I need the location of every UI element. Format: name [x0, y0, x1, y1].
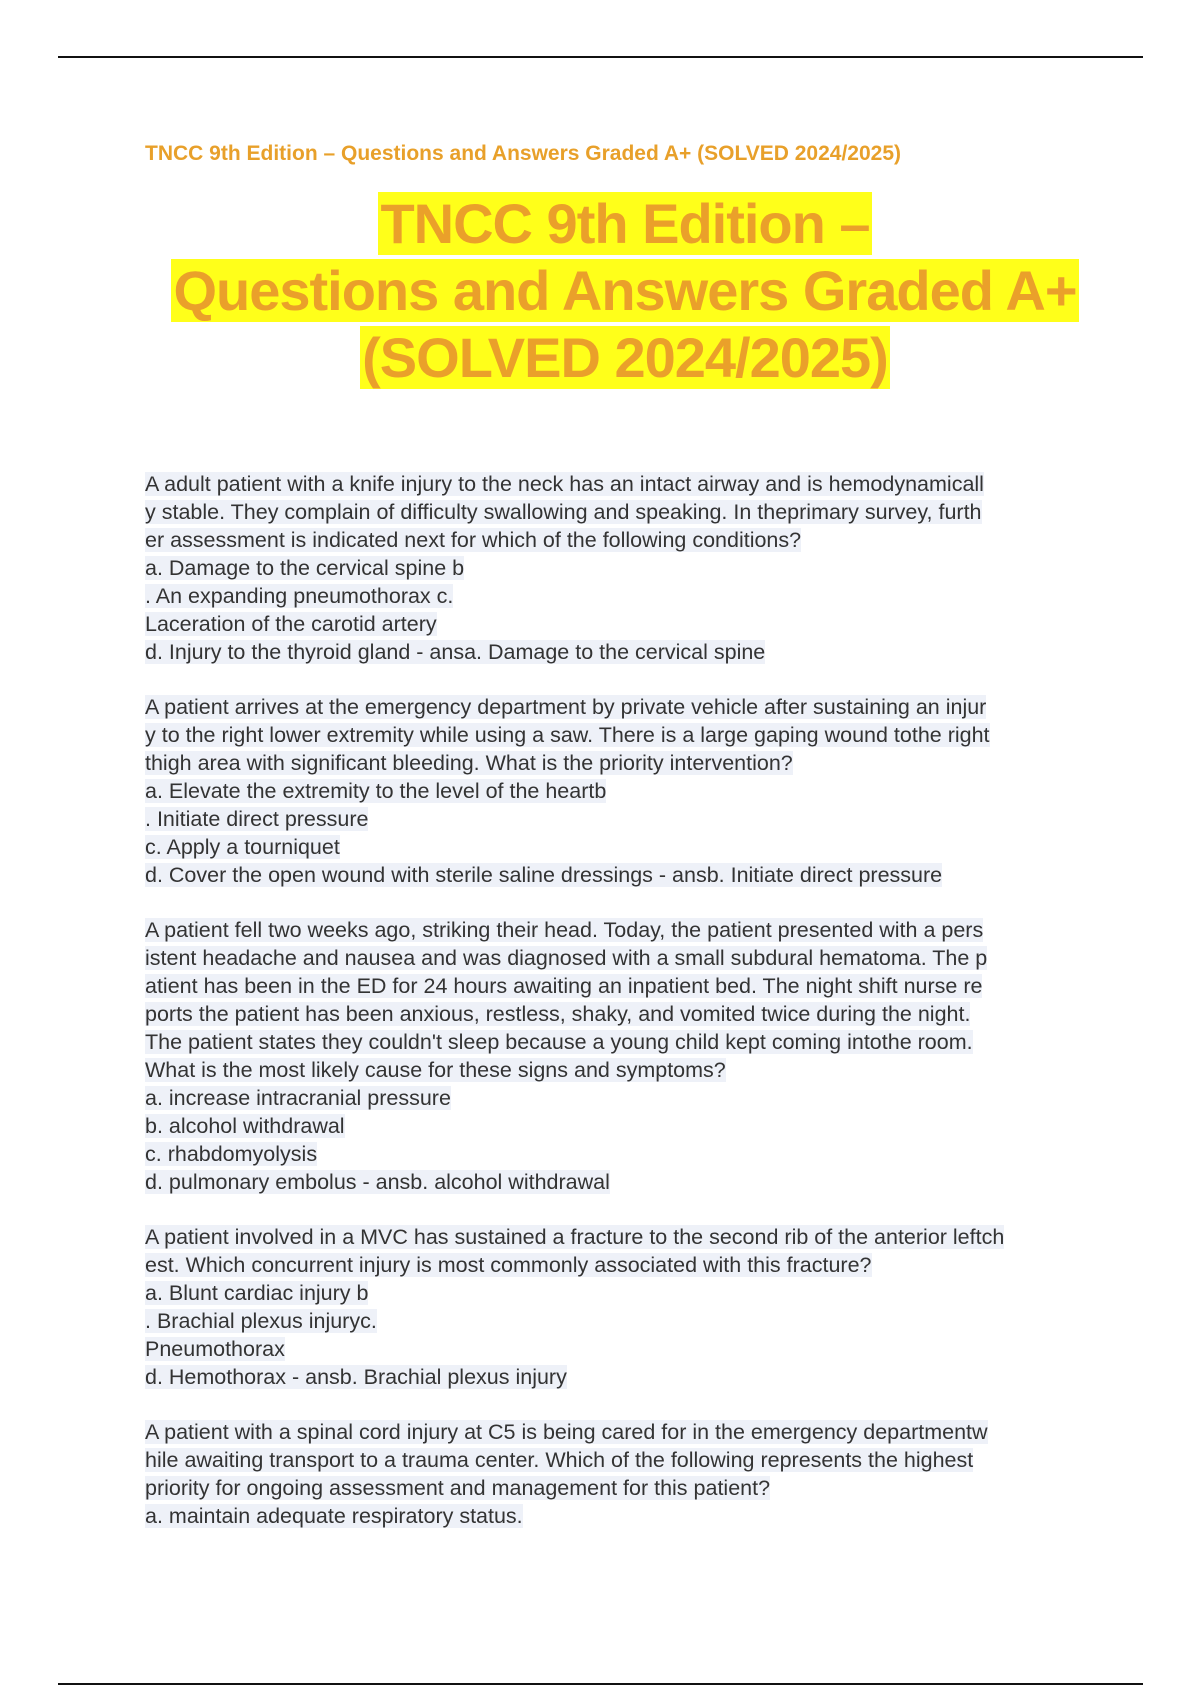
- question-text-line: er assessment is indicated next for which of the following conditions?: [145, 528, 802, 552]
- answer-option: a. Elevate the extremity to the level of the heartb: [145, 779, 607, 803]
- answer-option: . Brachial plexus injuryc.: [145, 1309, 377, 1333]
- title-line-2: Questions and Answers Graded A+: [173, 259, 1077, 322]
- answer-option: Laceration of the carotid artery: [145, 612, 437, 636]
- title-line-1: TNCC 9th Edition –: [380, 192, 870, 255]
- top-rule: [58, 56, 1143, 58]
- question-list: [145, 470, 1095, 1557]
- answer-option: Pneumothorax: [145, 1337, 285, 1361]
- question-text-line: y stable. They complain of difficulty swallowing and speaking. In theprimary survey, furth: [145, 500, 982, 524]
- question-block-1: [145, 470, 1095, 666]
- answer-option: . Initiate direct pressure: [145, 807, 369, 831]
- answer-key: d. Hemothorax - ansb. Brachial plexus injury: [145, 1365, 567, 1389]
- answer-option: a. Damage to the cervical spine b: [145, 556, 465, 580]
- question-text-line: A patient fell two weeks ago, striking their head. Today, the patient presented with a pers: [145, 918, 984, 942]
- question-text-line: est. Which concurrent injury is most commonly associated with this fracture?: [145, 1253, 872, 1277]
- question-block-3: [145, 916, 1095, 1196]
- question-text-line: thigh area with significant bleeding. What is the priority intervention?: [145, 751, 793, 775]
- answer-option: b. alcohol withdrawal: [145, 1114, 345, 1138]
- answer-key: d. Injury to the thyroid gland - ansa. Damage to the cervical spine: [145, 640, 766, 664]
- question-text-line: The patient states they couldn't sleep because a young child kept coming intothe room.: [145, 1030, 973, 1054]
- question-text-line: y to the right lower extremity while using a saw. There is a large gaping wound tothe right: [145, 723, 990, 747]
- document-main-title: [145, 190, 1105, 391]
- answer-option: c. Apply a tourniquet: [145, 835, 340, 859]
- document-header-title: TNCC 9th Edition – Questions and Answers Graded A+ (SOLVED 2024/2025): [145, 142, 901, 165]
- question-text-line: priority for ongoing assessment and management for this patient?: [145, 1476, 771, 1500]
- bottom-rule: [58, 1683, 1143, 1685]
- question-text-line: A patient arrives at the emergency department by private vehicle after sustaining an injur: [145, 695, 987, 719]
- question-text-line: A patient with a spinal cord injury at C5 is being cared for in the emergency departmentw: [145, 1420, 988, 1444]
- question-block-4: [145, 1223, 1095, 1391]
- question-text-line: atient has been in the ED for 24 hours awaiting an inpatient bed. The night shift nurse re: [145, 974, 983, 998]
- question-text-line: hile awaiting transport to a trauma center. Which of the following represents the highest: [145, 1448, 974, 1472]
- answer-option: a. increase intracranial pressure: [145, 1086, 451, 1110]
- question-block-5: [145, 1418, 1095, 1530]
- answer-option: a. Blunt cardiac injury b: [145, 1281, 369, 1305]
- question-text-line: A adult patient with a knife injury to the neck has an intact airway and is hemodynamicall: [145, 472, 984, 496]
- question-text-line: What is the most likely cause for these signs and symptoms?: [145, 1058, 726, 1082]
- question-text-line: A patient involved in a MVC has sustained a fracture to the second rib of the anterior leftch: [145, 1225, 1005, 1249]
- answer-option: . An expanding pneumothorax c.: [145, 584, 454, 608]
- answer-key: d. Cover the open wound with sterile saline dressings - ansb. Initiate direct pressure: [145, 863, 943, 887]
- question-text-line: ports the patient has been anxious, restless, shaky, and vomited twice during the night.: [145, 1002, 971, 1026]
- question-block-2: [145, 693, 1095, 889]
- answer-key: d. pulmonary embolus - ansb. alcohol withdrawal: [145, 1170, 610, 1194]
- title-line-3: (SOLVED 2024/2025): [362, 326, 888, 389]
- answer-option: c. rhabdomyolysis: [145, 1142, 318, 1166]
- answer-option: a. maintain adequate respiratory status.: [145, 1504, 523, 1528]
- question-text-line: istent headache and nausea and was diagnosed with a small subdural hematoma. The p: [145, 946, 988, 970]
